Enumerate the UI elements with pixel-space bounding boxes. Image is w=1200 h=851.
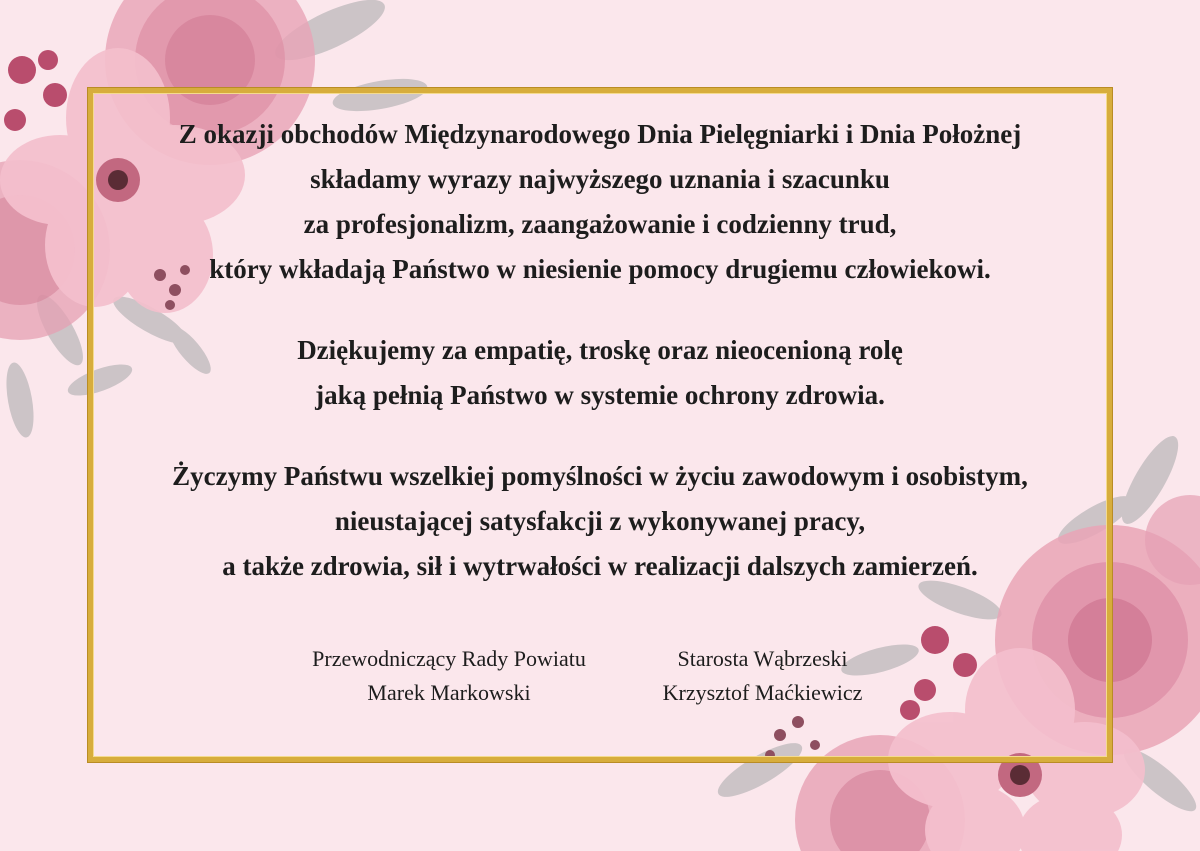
message-line: jaką pełnią Państwo w systemie ochrony zdrowia.	[315, 380, 885, 410]
signature-name: Marek Markowski	[367, 680, 531, 705]
message-line: Dziękujemy za empatię, troskę oraz nieocenioną rolę	[297, 335, 903, 365]
message-paragraph	[100, 328, 1100, 418]
message-line: Z okazji obchodów Międzynarodowego Dnia Pielęgniarki i Dnia Położnej	[178, 119, 1022, 149]
message-paragraph	[100, 112, 1100, 292]
signature-starosta	[640, 642, 885, 710]
message-line: Życzymy Państwu wszelkiej pomyślności w życiu zawodowym i osobistym,	[172, 461, 1028, 491]
message-line: który wkładają Państwo w niesienie pomocy drugiemu człowiekowi.	[209, 254, 991, 284]
greeting-message	[100, 112, 1100, 589]
signatures	[0, 642, 1200, 722]
signature-title: Przewodniczący Rady Powiatu	[312, 646, 586, 671]
message-paragraph	[100, 454, 1100, 589]
signature-council-chairman	[300, 642, 598, 710]
message-line: za profesjonalizm, zaangażowanie i codzienny trud,	[303, 209, 897, 239]
message-line: nieustającej satysfakcji z wykonywanej pracy,	[334, 506, 866, 536]
signature-title: Starosta Wąbrzeski	[677, 646, 848, 671]
signature-name: Krzysztof Maćkiewicz	[662, 680, 863, 705]
message-line: składamy wyrazy najwyższego uznania i szacunku	[310, 164, 890, 194]
message-line: a także zdrowia, sił i wytrwałości w realizacji dalszych zamierzeń.	[222, 551, 978, 581]
